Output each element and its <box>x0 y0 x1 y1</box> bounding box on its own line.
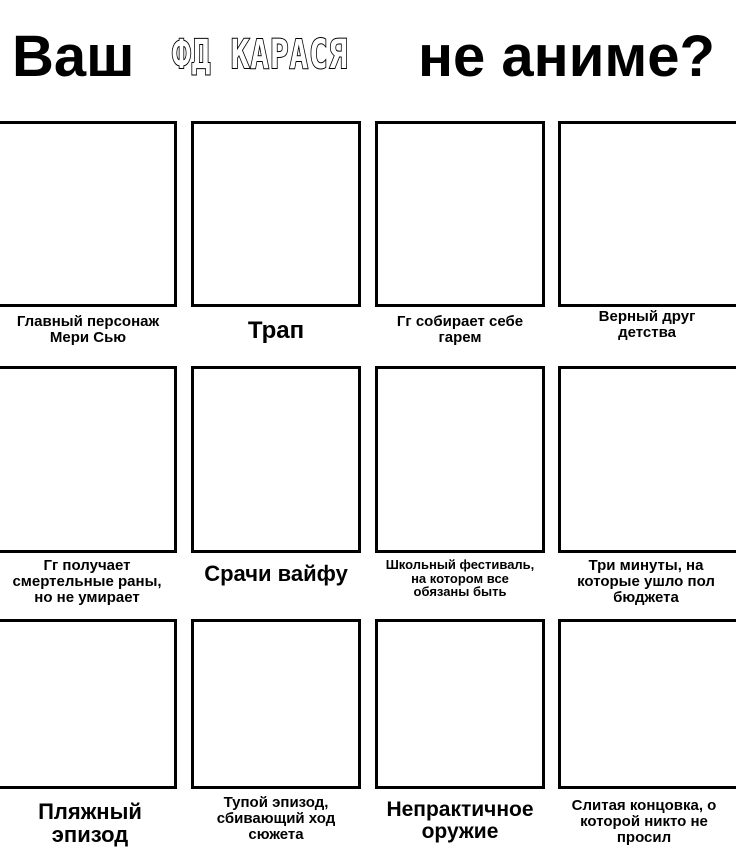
cell-label-11: Непрактичное оружие <box>386 798 534 844</box>
cell-label-8: Три минуты, на которые ушло пол бюджета <box>577 557 715 606</box>
page-title <box>0 18 736 96</box>
cell-label-5: Гг получает смертельные раны, но не умирает <box>12 557 162 606</box>
cell-box-2[interactable] <box>191 121 361 307</box>
cell-box-6[interactable] <box>191 366 361 553</box>
cell-label-3: Гг собирает себе гарем <box>396 313 524 346</box>
cell-box-10[interactable] <box>191 619 361 789</box>
cell-box-3[interactable] <box>375 121 545 307</box>
cell-label-2: Трап <box>247 317 305 344</box>
title-prefix: Ваш <box>12 24 135 89</box>
cell-label-4: Верный друг детства <box>598 308 696 341</box>
title-suffix: не аниме? <box>418 24 715 89</box>
cell-box-11[interactable] <box>375 619 545 789</box>
cell-box-5[interactable] <box>0 366 177 553</box>
cell-label-10: Тупой эпизод, сбивающий ход сюжета <box>216 794 336 843</box>
title-stamp-text: ФД КАРАСЯ <box>172 32 349 78</box>
cell-box-9[interactable] <box>0 619 177 789</box>
cell-box-1[interactable] <box>0 121 177 307</box>
cell-label-1: Главный персонаж Мери Сью <box>16 313 160 346</box>
cell-label-7: Школьный фестиваль, на котором все обязаны быть <box>385 557 535 600</box>
cell-box-8[interactable] <box>558 366 736 553</box>
cell-box-4[interactable] <box>558 121 736 307</box>
cell-label-9: Пляжный эпизод <box>38 799 142 848</box>
cell-box-12[interactable] <box>558 619 736 789</box>
cell-box-7[interactable] <box>375 366 545 553</box>
cell-label-12: Слитая концовка, о которой никто не просил <box>571 797 717 846</box>
cell-label-6: Срачи вайфу <box>204 561 348 586</box>
